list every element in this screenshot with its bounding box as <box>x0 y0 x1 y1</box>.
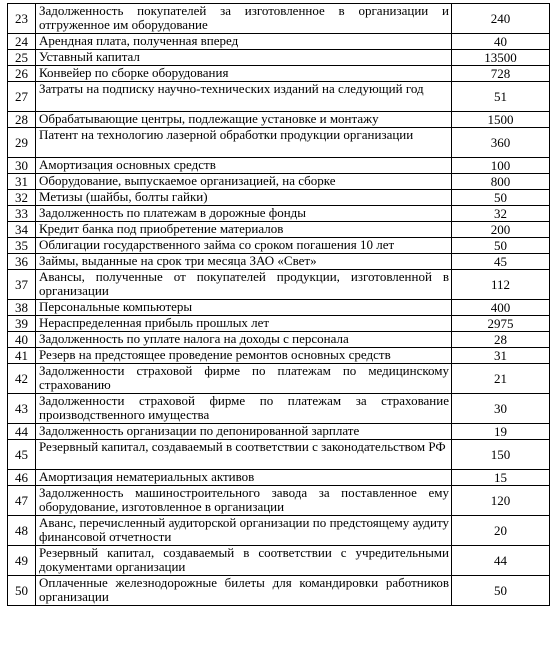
row-value: 40 <box>452 34 550 50</box>
table-row <box>8 486 550 516</box>
row-value: 150 <box>452 440 550 470</box>
row-value: 400 <box>452 300 550 316</box>
row-description: Резервный капитал, создаваемый в соответствии с законодательством РФ <box>36 440 452 470</box>
row-number: 45 <box>8 440 36 470</box>
row-description: Уставный капитал <box>36 50 452 66</box>
table-row <box>8 332 550 348</box>
row-description: Обрабатывающие центры, подлежащие установке и монтажу <box>36 112 452 128</box>
row-value: 360 <box>452 128 550 158</box>
row-value: 19 <box>452 424 550 440</box>
table-row <box>8 576 550 606</box>
row-description: Авансы, полученные от покупателей продукции, изготовленной в организации <box>36 270 452 300</box>
row-value: 30 <box>452 394 550 424</box>
row-number: 47 <box>8 486 36 516</box>
row-number: 46 <box>8 470 36 486</box>
table-row <box>8 50 550 66</box>
table-row <box>8 364 550 394</box>
row-number: 28 <box>8 112 36 128</box>
row-number: 32 <box>8 190 36 206</box>
row-number: 29 <box>8 128 36 158</box>
row-value: 50 <box>452 238 550 254</box>
row-value: 50 <box>452 576 550 606</box>
row-number: 31 <box>8 174 36 190</box>
row-number: 35 <box>8 238 36 254</box>
table-row <box>8 316 550 332</box>
table-row <box>8 516 550 546</box>
row-number: 24 <box>8 34 36 50</box>
table-row <box>8 174 550 190</box>
row-value: 728 <box>452 66 550 82</box>
row-number: 43 <box>8 394 36 424</box>
row-description: Оборудование, выпускаемое организацией, на сборке <box>36 174 452 190</box>
row-description: Амортизация нематериальных активов <box>36 470 452 486</box>
table-row <box>8 254 550 270</box>
row-value: 31 <box>452 348 550 364</box>
table-row <box>8 440 550 470</box>
row-number: 34 <box>8 222 36 238</box>
table-row <box>8 394 550 424</box>
row-value: 240 <box>452 4 550 34</box>
row-number: 40 <box>8 332 36 348</box>
table-row <box>8 300 550 316</box>
row-description: Метизы (шайбы, болты гайки) <box>36 190 452 206</box>
row-number: 50 <box>8 576 36 606</box>
row-value: 120 <box>452 486 550 516</box>
table-row <box>8 348 550 364</box>
row-value: 28 <box>452 332 550 348</box>
row-description: Амортизация основных средств <box>36 158 452 174</box>
row-number: 41 <box>8 348 36 364</box>
row-description: Задолженность по платежам в дорожные фонды <box>36 206 452 222</box>
row-number: 48 <box>8 516 36 546</box>
row-value: 13500 <box>452 50 550 66</box>
row-description: Задолженность организации по депонированной зарплате <box>36 424 452 440</box>
row-value: 100 <box>452 158 550 174</box>
row-number: 27 <box>8 82 36 112</box>
row-description: Задолженность по уплате налога на доходы с персонала <box>36 332 452 348</box>
row-number: 36 <box>8 254 36 270</box>
row-value: 2975 <box>452 316 550 332</box>
row-value: 50 <box>452 190 550 206</box>
row-description: Задолженности страховой фирме по платежам по медицинскому страхованию <box>36 364 452 394</box>
row-description: Патент на технологию лазерной обработки продукции организации <box>36 128 452 158</box>
table-row <box>8 470 550 486</box>
row-value: 800 <box>452 174 550 190</box>
row-value: 45 <box>452 254 550 270</box>
row-number: 49 <box>8 546 36 576</box>
row-value: 44 <box>452 546 550 576</box>
row-description: Аванс, перечисленный аудиторской организации по предстоящему аудиту финансовой отчетности <box>36 516 452 546</box>
row-number: 25 <box>8 50 36 66</box>
accounts-table <box>7 3 550 606</box>
row-value: 51 <box>452 82 550 112</box>
row-number: 38 <box>8 300 36 316</box>
table-row <box>8 546 550 576</box>
row-description: Займы, выданные на срок три месяца ЗАО «Свет» <box>36 254 452 270</box>
table-row <box>8 82 550 112</box>
table-row <box>8 112 550 128</box>
row-number: 37 <box>8 270 36 300</box>
table-row <box>8 4 550 34</box>
row-description: Конвейер по сборке оборудования <box>36 66 452 82</box>
table-row <box>8 158 550 174</box>
row-value: 20 <box>452 516 550 546</box>
row-description: Арендная плата, полученная вперед <box>36 34 452 50</box>
row-value: 21 <box>452 364 550 394</box>
table-row <box>8 190 550 206</box>
row-value: 15 <box>452 470 550 486</box>
table-row <box>8 424 550 440</box>
accounts-table-body <box>8 4 550 606</box>
row-number: 42 <box>8 364 36 394</box>
row-number: 30 <box>8 158 36 174</box>
table-row <box>8 128 550 158</box>
row-description: Кредит банка под приобретение материалов <box>36 222 452 238</box>
row-description: Задолженность покупателей за изготовленное в организации и отгруженное им оборудование <box>36 4 452 34</box>
table-row <box>8 222 550 238</box>
row-value: 32 <box>452 206 550 222</box>
row-description: Задолженности страховой фирме по платежам за страхование производственного имущества <box>36 394 452 424</box>
table-row <box>8 238 550 254</box>
table-row <box>8 34 550 50</box>
row-description: Резерв на предстоящее проведение ремонтов основных средств <box>36 348 452 364</box>
row-description: Затраты на подписку научно-технических изданий на следующий год <box>36 82 452 112</box>
row-number: 26 <box>8 66 36 82</box>
row-number: 44 <box>8 424 36 440</box>
row-description: Задолженность машиностроительного завода за поставленное ему оборудование, изготовленное в организации <box>36 486 452 516</box>
row-description: Резервный капитал, создаваемый в соответствии с учредительными документами организации <box>36 546 452 576</box>
row-value: 112 <box>452 270 550 300</box>
table-row <box>8 206 550 222</box>
row-number: 39 <box>8 316 36 332</box>
row-number: 33 <box>8 206 36 222</box>
row-description: Оплаченные железнодорожные билеты для командировки работников организации <box>36 576 452 606</box>
row-value: 1500 <box>452 112 550 128</box>
row-value: 200 <box>452 222 550 238</box>
row-description: Облигации государственного займа со сроком погашения 10 лет <box>36 238 452 254</box>
table-row <box>8 66 550 82</box>
row-number: 23 <box>8 4 36 34</box>
row-description: Персональные компьютеры <box>36 300 452 316</box>
table-row <box>8 270 550 300</box>
row-description: Нераспределенная прибыль прошлых лет <box>36 316 452 332</box>
